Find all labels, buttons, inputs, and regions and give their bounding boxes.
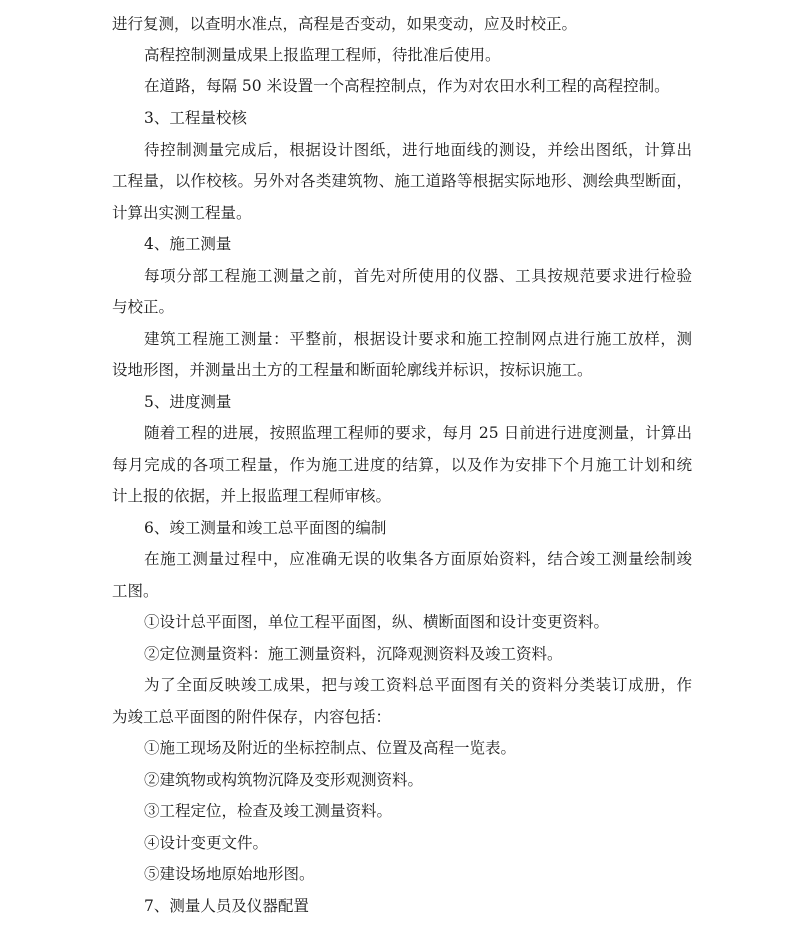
- text-line: 建筑工程施工测量：平整前，根据设计要求和施工控制网点进行施工放样，测: [144, 330, 692, 348]
- section-heading: 7、测量人员及仪器配置: [144, 897, 309, 915]
- text-line: 随着工程的进展，按照监理工程师的要求，每月 25 日前进行进度测量，计算出: [144, 424, 692, 442]
- text-line: 为竣工总平面图的附件保存，内容包括：: [112, 708, 392, 726]
- text-line: 计上报的依据，并上报监理工程师审核。: [112, 487, 392, 505]
- section-heading: 3、工程量校核: [144, 109, 247, 127]
- list-item: ②定位测量资料：施工测量资料，沉降观测资料及竣工资料。: [144, 645, 563, 663]
- section-heading: 5、进度测量: [144, 393, 232, 411]
- section-heading: 4、施工测量: [144, 235, 232, 253]
- text-line: 设地形图，并测量出土方的工程量和断面轮廓线并标识，按标识施工。: [112, 361, 593, 379]
- text-line: 待控制测量完成后，根据设计图纸，进行地面线的测设，并绘出图纸，计算出: [144, 141, 692, 159]
- list-item: ④设计变更文件。: [144, 834, 269, 852]
- text-line: 在施工测量过程中，应准确无误的收集各方面原始资料，结合竣工测量绘制竣: [144, 550, 692, 568]
- list-item: ⑤建设场地原始地形图。: [144, 865, 315, 883]
- list-item: ③工程定位，检查及竣工测量资料。: [144, 802, 393, 820]
- section-heading: 6、竣工测量和竣工总平面图的编制: [144, 519, 387, 537]
- text-line: 工图。: [112, 582, 159, 600]
- text-line: 每项分部工程施工测量之前，首先对所使用的仪器、工具按规范要求进行检验: [144, 267, 692, 285]
- text-line: 计算出实测工程量。: [112, 204, 252, 222]
- text-line: 进行复测，以查明水准点，高程是否变动，如果变动，应及时校正。: [112, 15, 578, 33]
- text-line: 高程控制测量成果上报监理工程师，待批准后使用。: [144, 46, 501, 64]
- list-item: ②建筑物或构筑物沉降及变形观测资料。: [144, 771, 424, 789]
- text-line: 与校正。: [112, 298, 175, 316]
- text-line: 工程量，以作校核。另外对各类建筑物、施工道路等根据实际地形、测绘典型断面，: [112, 172, 692, 190]
- text-line: 为了全面反映竣工成果，把与竣工资料总平面图有关的资料分类装订成册，作: [144, 676, 692, 694]
- text-line: 在道路，每隔 50 米设置一个高程控制点，作为对农田水利工程的高程控制。: [144, 77, 670, 95]
- list-item: ①设计总平面图，单位工程平面图，纵、横断面图和设计变更资料。: [144, 613, 610, 631]
- text-line: 每月完成的各项工程量，作为施工进度的结算，以及作为安排下个月施工计划和统: [112, 456, 692, 474]
- list-item: ①施工现场及附近的坐标控制点、位置及高程一览表。: [144, 739, 517, 757]
